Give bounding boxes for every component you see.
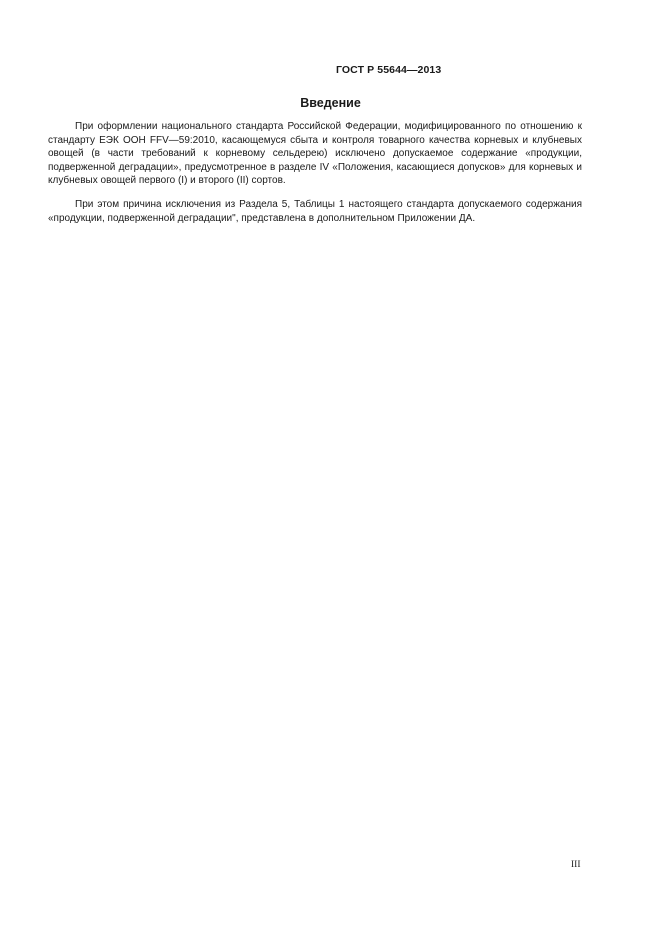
paragraph-intro: При оформлении национального стандарта Российской Федерации, модифицированного по отношению к стандарту ЕЭК ООН FFV—59:2010, касающемуся сбыта и контроля товарного качества корневых и клубневых овощей (в части требований к корневому сельдерею) исключено допускаемое содержание «продукции, подверженной деградации», предусмотренное в разделе IV «Положения, касающиеся допусков» для корневых и клубневых овощей первого (I) и второго (II) сортов. <box>48 121 582 186</box>
page-number: III <box>571 860 581 870</box>
section-title: Введение <box>300 96 361 110</box>
document-code: ГОСТ Р 55644—2013 <box>336 64 442 76</box>
paragraph-exclusion-reason: При этом причина исключения из Раздела 5, Таблицы 1 настоящего стандарта допускаемого содержания «продукции, подверженной деградации", представлена в дополнительном Приложении ДА. <box>48 199 582 224</box>
